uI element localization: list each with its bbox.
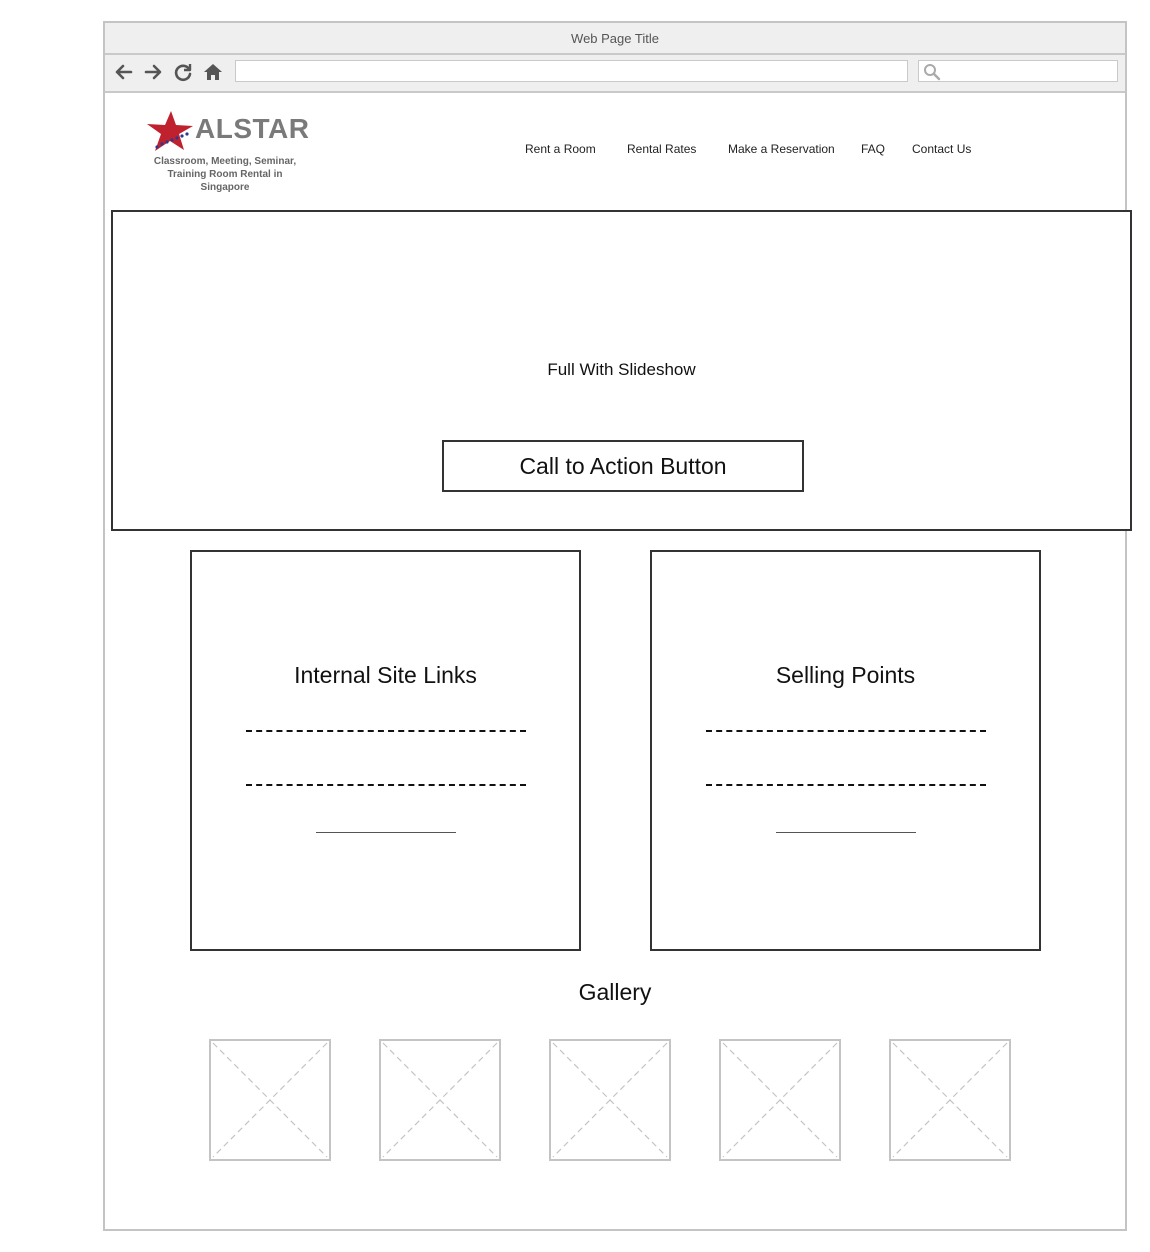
nav-contact-us[interactable]: Contact Us [912,142,972,156]
hero-label: Full With Slideshow [547,360,696,379]
window-title: Web Page Title [105,23,1125,55]
image-placeholder-icon [381,1041,499,1159]
forward-arrow-icon[interactable] [142,61,164,83]
link-placeholder[interactable] [246,784,526,786]
site-logo[interactable] [145,111,315,193]
logo-wordmark: ALSTAR [195,113,310,144]
logo-tagline [145,155,305,194]
nav-faq[interactable]: FAQ [861,142,886,156]
text-placeholder [706,784,986,786]
nav-rental-rates[interactable]: Rental Rates [627,142,697,156]
nav-make-a-reservation[interactable]: Make a Reservation [728,142,835,156]
reload-icon[interactable] [172,61,194,83]
gallery-image-placeholder[interactable] [889,1039,1011,1161]
browser-toolbar [105,55,1125,93]
address-bar[interactable] [235,60,908,82]
star-logo-icon [145,111,195,153]
logo-tagline-line1: Classroom, Meeting, Seminar, [153,156,297,167]
image-placeholder-icon [551,1041,669,1159]
browser-window [103,21,1127,1231]
gallery-title: Gallery [578,979,652,1005]
image-placeholder-icon [211,1041,329,1159]
back-arrow-icon[interactable] [113,61,135,83]
internal-site-links-card [190,550,581,951]
link-placeholder[interactable] [316,832,456,833]
gallery-image-placeholder[interactable] [379,1039,501,1161]
card-title: Internal Site Links [294,662,477,688]
card-title: Selling Points [775,662,916,688]
gallery-image-placeholder[interactable] [209,1039,331,1161]
link-placeholder[interactable] [246,730,526,732]
hero-slideshow[interactable] [111,210,1132,531]
image-placeholder-icon [721,1041,839,1159]
browser-search-input[interactable] [918,60,1118,82]
nav-rent-a-room[interactable]: Rent a Room [525,142,596,156]
selling-points-card [650,550,1041,951]
gallery-image-placeholder[interactable] [719,1039,841,1161]
text-placeholder [706,730,986,732]
gallery-image-placeholder[interactable] [549,1039,671,1161]
text-placeholder [776,832,916,833]
home-icon[interactable] [202,61,224,83]
call-to-action-button[interactable]: Call to Action Button [442,440,804,492]
image-placeholder-icon [891,1041,1009,1159]
search-icon [923,63,941,81]
logo-tagline-line2: Training Room Rental in Singapore [167,169,283,193]
